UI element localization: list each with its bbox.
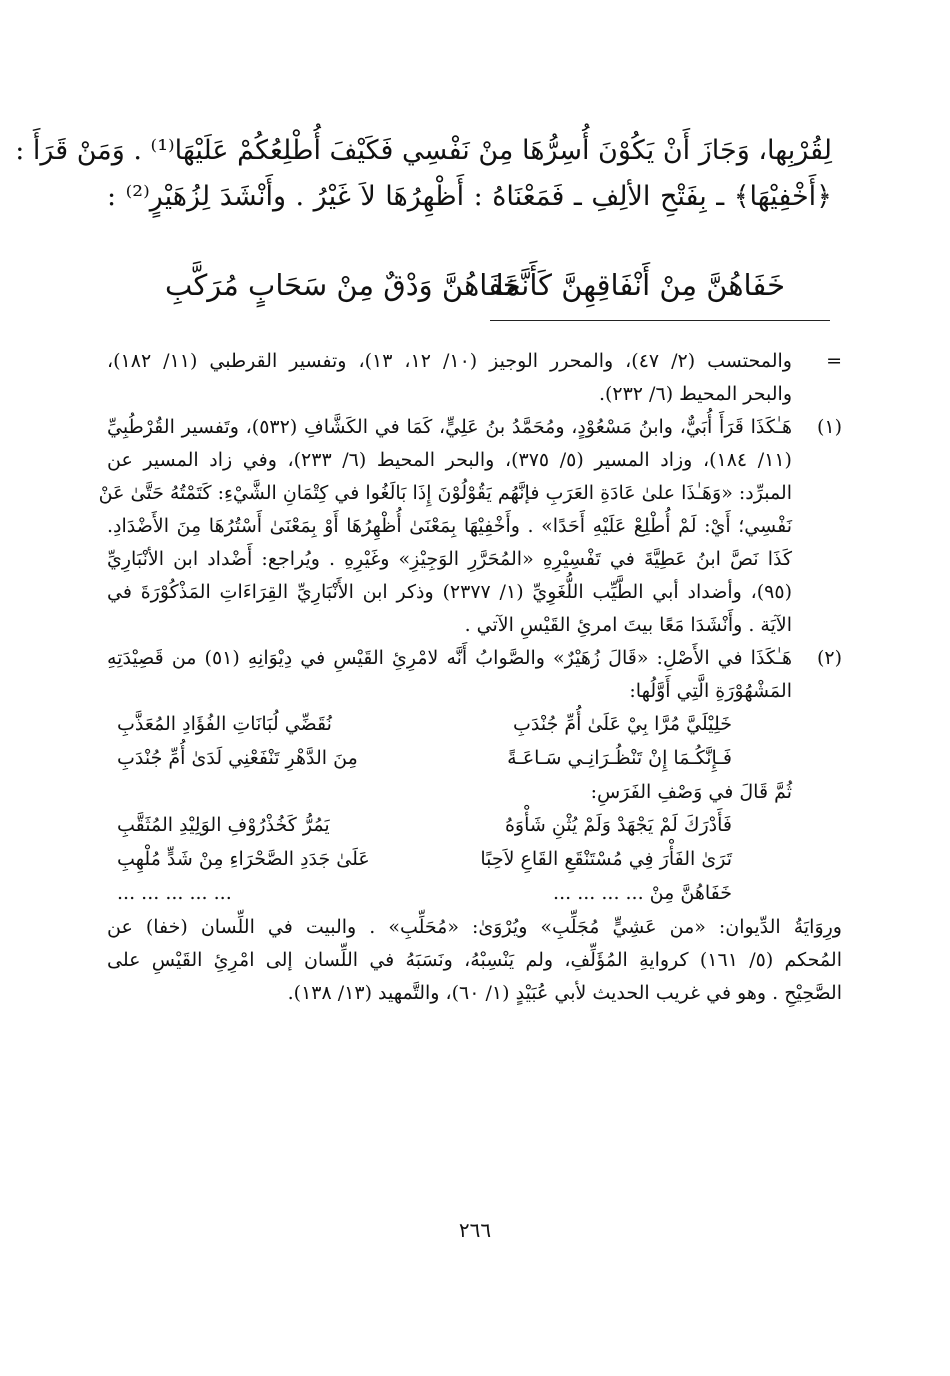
footnote-line: هَـٰكَذَا قَرَأَ أُبَيٌّ، وابنُ مَسْعُوْدٍ، ومُحَمَّدُ بنُ عَلِيٍّ، كَمَا في الكَشَّافِ (٥٣٢)، وتَفسير القُرْطُبِيِّ	[107, 416, 792, 438]
footnote-line: (٩٥)، وأضداد أبي الطَّيِّب اللُّغَوِيِّ (١/ ٢٣٧٧) وذكر ابن الأَنْبَارِيِّ القِرَاءَاتِ المَذْكُوْرَةَ في	[107, 581, 792, 603]
footnote-marker: (٢)	[816, 647, 842, 669]
verse-second-hemistich: مِنَ الدَّهْرِ تَنْفَعْنِي لَدَىٰ أُمِّ جُنْدَبِ	[117, 747, 358, 769]
main-verse	[165, 262, 785, 312]
poem-verse	[107, 742, 792, 776]
footnote-line: ثُمَّ قَالَ في وَصْفِ الفَرَسِ:	[590, 781, 792, 803]
footnote-2-continued	[107, 911, 842, 1010]
verse-second-hemistich: خَفَاهُنَّ وَدْقٌ مِنْ سَحَابٍ مُرَكَّبِ	[165, 268, 521, 302]
footnotes	[98, 345, 842, 1010]
verse-first-hemistich: تَرَىٰ الفَأْرَ فِي مُسْتَنْقَعِ القَاعِ لاَحِبًا	[480, 848, 732, 870]
footnote-line: كَذَا نَصَّ ابنُ عَطِيَّةَ في تَفْسِيْرِهِ «المُحَرَّرِ الوَجِيْزِ» وغَيْرِهِ . ويُراجع: أَضْداد ابن الأنْبَارِيِّ	[107, 548, 792, 570]
poem-verse	[107, 877, 792, 911]
footnote-line: (١١/ ١٨٤)، وزاد المسير (٥/ ٣٧٥)، والبحر المحيط (٦/ ٢٣٣)، وفي زاد المسير عن	[107, 449, 792, 471]
footnote-separator	[490, 320, 830, 321]
verse-first-hemistich: فَأَدْرَكَ لَمْ يَجْهَدْ وَلَمْ يُثْنِ شَأْوَهُ	[504, 814, 732, 836]
footnote-line: والمحتسب (٢/ ٤٧)، والمحرر الوجيز (١٠/ ١٢، ١٣)، وتفسير القرطبي (١١/ ١٨٢)،	[107, 350, 792, 372]
verse-first-hemistich: خَفَاهُنَّ مِنْ أَنْفَاقِهِنَّ كَأَنَّمَا	[495, 268, 785, 302]
footnote-line: ورِوَايَةُ الدِّيوان: «من عَشِيٍّ مُجَلِّبِ» ويُرْوَىٰ: «مُحَلِّبِ» . والبيت في اللِّسان (خفا) عن	[107, 916, 842, 938]
poem-verse	[107, 809, 792, 843]
poem-verse	[107, 708, 792, 742]
footnote-line: الآيَة . وأَنْشَدَا مَعًا بيتَ امرئِ القَيْسِ الآتي .	[464, 614, 792, 636]
footnote-continuation	[107, 345, 842, 411]
footnote-line: المُحكم (٥/ ١٦١) كروايةِ المُؤَلِّفِ، ولم يَنْسِبْهُ، ونَسَبَهُ في اللِّسان إلى امْرِئِ القَيْسِ على	[107, 949, 842, 971]
footnote-marker: (١)	[816, 416, 842, 438]
footnote-line: المبرِّد: «وَهَـٰذَا علىٰ عَادَةِ العَرَبِ فإنَّهُم يَقُوْلُوْنَ إِذَا بَالَغُوا في كِتْمَانِ الشَّيْءِ: كَتَمْتُهُ حَتَّىٰ عَنْ	[98, 482, 792, 504]
verse-second-hemistich: ... ... ... ... ...	[117, 882, 232, 904]
poem-verse	[107, 843, 792, 877]
footnote-2	[107, 642, 842, 911]
footnote-line: الصَّحِيْحِ . وهو في غريب الحديث لأبي عُبَيْدٍ (١/ ٦٠)، والتَّمهيد (١٣/ ١٣٨).	[287, 982, 842, 1004]
footnote-line: نَفْسِي؛ أَيْ: لَمْ أُطْلِعْ عَلَيْهِ أَحَدًا» . وأَخْفِيْهَا بِمَعْنَىٰ أُظْهِرُهَا أَوْ بِمَعْنَىٰ أَسْتُرُهَا مِنَ الأَضْدَادِ.	[107, 515, 792, 537]
verse-second-hemistich: يَمُرُّ كَخُذْرُوْفِ الوَلِيْدِ المُثَقَّبِ	[117, 814, 330, 836]
verse-second-hemistich: نُقَضِّي لُبَانَاتِ الفُؤَادِ المُعَذَّبِ	[117, 713, 332, 735]
verse-first-hemistich: فَـإِنَّكُـمَا إِنْ تَنْظُـرَانِـي سَـاعَـةً	[507, 747, 732, 769]
footnote-marker: =	[826, 350, 842, 372]
footnote-line: والبحر المحيط (٦/ ٢٣٢).	[598, 383, 792, 405]
verse-second-hemistich: عَلَىٰ جَدَدِ الصَّحْرَاءِ مِنْ شَدٍّ مُلْهِبِ	[117, 848, 370, 870]
main-line: لِقُرْبِها، وَجَازَ أَنْ يَكُوْنَ أُسِرُّهَا مِنْ نَفْسِي فَكَيْفَ أُطْلِعُكُمْ عَلَيْهَا⁽¹⁾ . وَمَنْ قَرَأَ :	[15, 135, 832, 166]
verse-first-hemistich: خَفَاهُنَّ مِنْ ... ... ... ...	[553, 882, 732, 904]
footnote-1	[98, 411, 842, 642]
footnote-line: المَشْهُوْرَةِ الَّتِي أَوَّلُها:	[629, 680, 792, 702]
main-text	[15, 128, 833, 220]
page-number: ٢٦٦	[458, 1218, 492, 1242]
verse-first-hemistich: خَلِيْلَيَّ مُرَّا بِيْ عَلَىٰ أُمِّ جُنْدَبِ	[512, 713, 732, 735]
footnote-line: هَـٰكَذَا في الأَصْلِ: «قَالَ زُهَيْرٌ» والصَّوابُ أَنَّه لامْرِئِ القَيْسِ في دِيْوَانِهِ (٥١) من قَصِيْدَتِهِ	[107, 647, 793, 669]
main-line: ﴿أَخْفِيْهَا﴾ ـ بِفَتْحِ الألِفِ ـ فَمَعْنَاهُ : أَظْهِرُهَا لاَ غَيْرُ . وأَنْشَدَ لِزُهَيْرٍ⁽²⁾ :	[107, 181, 833, 212]
